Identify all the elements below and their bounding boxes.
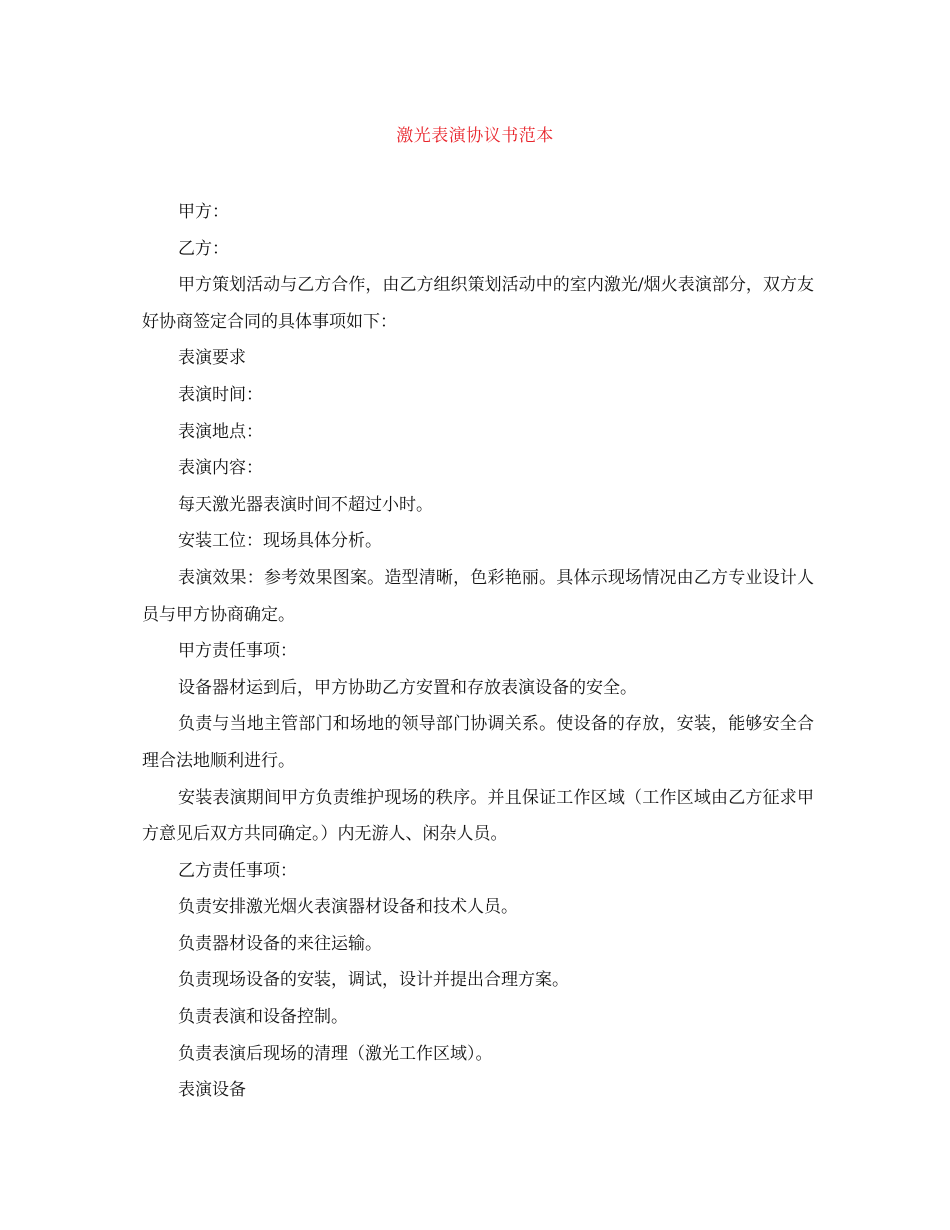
paragraph-party-b-item-4: 负责表演和设备控制。 — [178, 1007, 348, 1028]
paragraph-performance-content: 表演内容： — [178, 458, 263, 479]
paragraph-installation-position: 安装工位：现场具体分析。 — [178, 531, 382, 552]
paragraph-party-a-item-2: 负责与当地主管部门和场地的领导部门协调关系。使设备的存放，安装，能够安全合理合法地顺利进行。 — [142, 714, 814, 771]
document-title: 激光表演协议书范本 — [396, 126, 554, 146]
paragraph-party-a-item-3: 安装表演期间甲方负责维护现场的秩序。并且保证工作区域（工作区域由乙方征求甲方意见后双方共同确定。）内无游人、闲杂人员。 — [142, 787, 814, 845]
paragraph-performance-location: 表演地点： — [178, 421, 263, 442]
paragraph-performance-time: 表演时间： — [178, 384, 263, 405]
paragraph-intro: 甲方策划活动与乙方合作，由乙方组织策划活动中的室内激光/烟火表演部分，双方友好协商签定合同的具体事项如下： — [142, 275, 814, 332]
heading-party-a-responsibilities: 甲方责任事项： — [178, 641, 297, 662]
paragraph-performance-effect: 表演效果：参考效果图案。造型清晰，色彩艳丽。具体示现场情况由乙方专业设计人员与甲方协商确定。 — [142, 567, 814, 625]
paragraph-party-a: 甲方： — [178, 202, 229, 222]
paragraph-party-b-item-3: 负责现场设备的安装，调试，设计并提出合理方案。 — [178, 970, 569, 991]
heading-performance-equipment: 表演设备 — [178, 1080, 246, 1101]
heading-party-b-responsibilities: 乙方责任事项： — [178, 860, 297, 881]
paragraph-party-b-item-1: 负责安排激光烟火表演器材设备和技术人员。 — [178, 897, 518, 918]
paragraph-party-b-item-5: 负责表演后现场的清理（激光工作区域）。 — [178, 1043, 493, 1064]
paragraph-party-a-item-1: 设备器材运到后，甲方协助乙方安置和存放表演设备的安全。 — [178, 677, 637, 698]
paragraph-party-b: 乙方： — [178, 238, 229, 259]
document-body — [142, 194, 814, 1109]
paragraph-daily-duration: 每天激光器表演时间不超过小时。 — [178, 494, 433, 515]
heading-performance-requirements: 表演要求 — [178, 348, 246, 369]
paragraph-party-b-item-2: 负责器材设备的来往运输。 — [178, 933, 382, 954]
